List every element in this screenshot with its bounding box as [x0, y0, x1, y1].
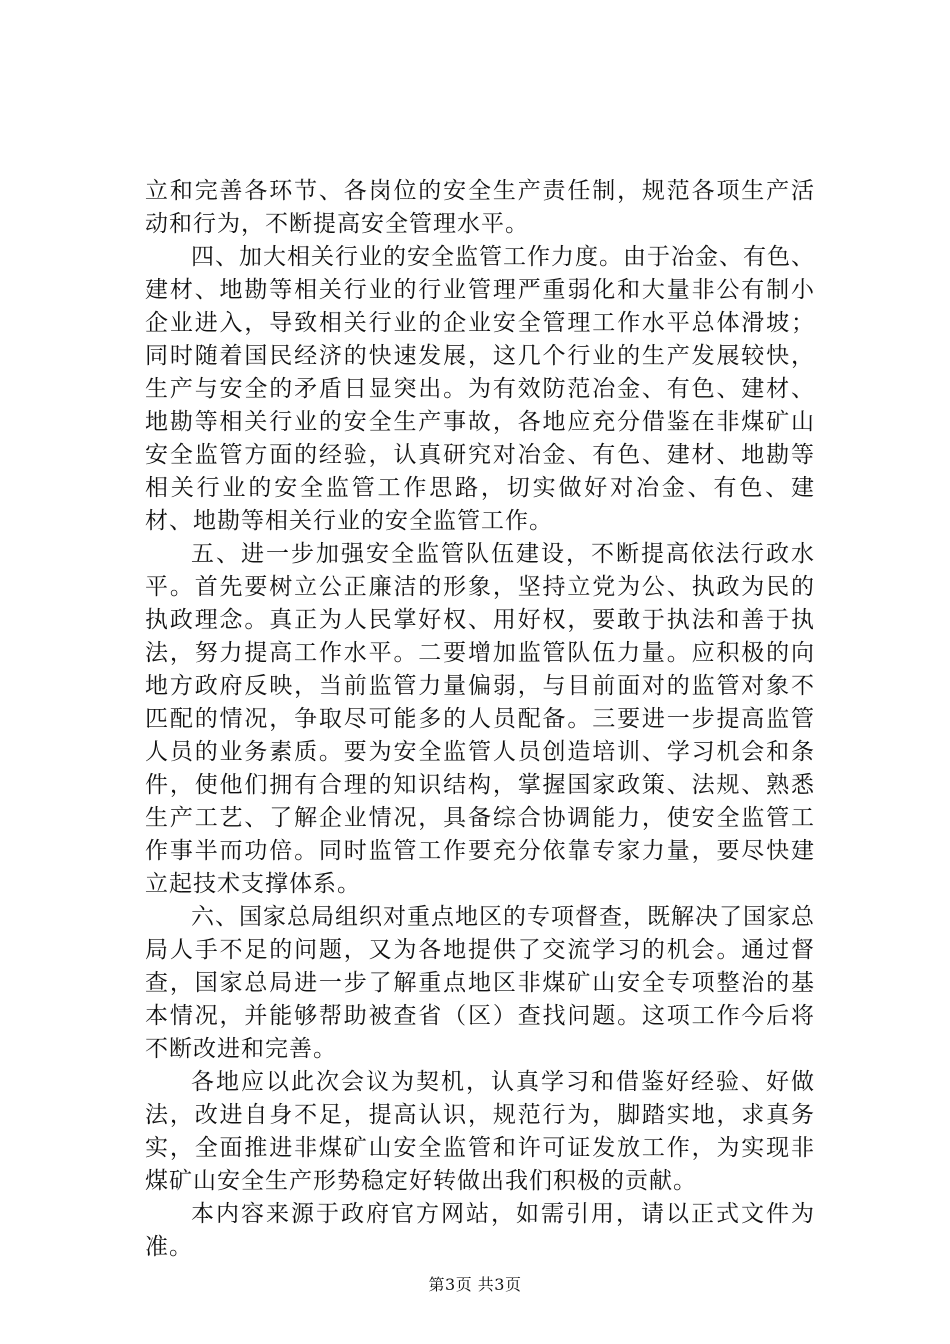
paragraph-section-five: 五、进一步加强安全监管队伍建设，不断提高依法行政水平。首先要树立公正廉洁的形象，坚持立党为公、执政为民的执政理念。真正为人民掌好权、用好权，要敢于执法和善于执法，努力提高工作水平。二要增加监管队伍力量。应积极的向地方政府反映，当前监管力量偏弱，与目前面对的监管对象不匹配的情况，争取尽可能多的人员配备。三要进一步提高监管人员的业务素质。要为安全监管人员创造培训、学习机会和条件，使他们拥有合理的知识结构，掌握国家政策、法规、熟悉生产工艺、了解企业情况，具备综合协调能力，使安全监管工作事半而功倍。同时监管工作要充分依靠专家力量，要尽快建立起技术支撑体系。 [145, 541, 815, 897]
document-body [145, 175, 815, 1264]
paragraph-section-four: 四、加大相关行业的安全监管工作力度。由于冶金、有色、建材、地勘等相关行业的行业管理严重弱化和大量非公有制小企业进入，导致相关行业的企业安全管理工作水平总体滑坡；同时随着国民经济的快速发展，这几个行业的生产发展较快，生产与安全的矛盾日显突出。为有效防范冶金、有色、建材、地勘等相关行业的安全生产事故，各地应充分借鉴在非煤矿山安全监管方面的经验，认真研究对冶金、有色、建材、地勘等相关行业的安全监管工作思路，切实做好对冶金、有色、建材、地勘等相关行业的安全监管工作。 [145, 244, 815, 534]
page-number-footer: 第3页 共3页 [428, 1275, 522, 1294]
paragraph-source-note: 本内容来源于政府官方网站，如需引用，请以正式文件为准。 [145, 1201, 815, 1260]
paragraph-conclusion: 各地应以此次会议为契机，认真学习和借鉴好经验、好做法，改进自身不足，提高认识，规范行为，脚踏实地，求真务实，全面推进非煤矿山安全监管和许可证发放工作，为实现非煤矿山安全生产形势稳定好转做出我们积极的贡献。 [145, 1069, 815, 1194]
paragraph-section-six: 六、国家总局组织对重点地区的专项督查，既解决了国家总局人手不足的问题，又为各地提供了交流学习的机会。通过督查，国家总局进一步了解重点地区非煤矿山安全专项整治的基本情况，并能够帮助被查省（区）查找问题。这项工作今后将不断改进和完善。 [145, 904, 815, 1062]
paragraph-continuation: 立和完善各环节、各岗位的安全生产责任制，规范各项生产活动和行为，不断提高安全管理水平。 [145, 178, 815, 237]
